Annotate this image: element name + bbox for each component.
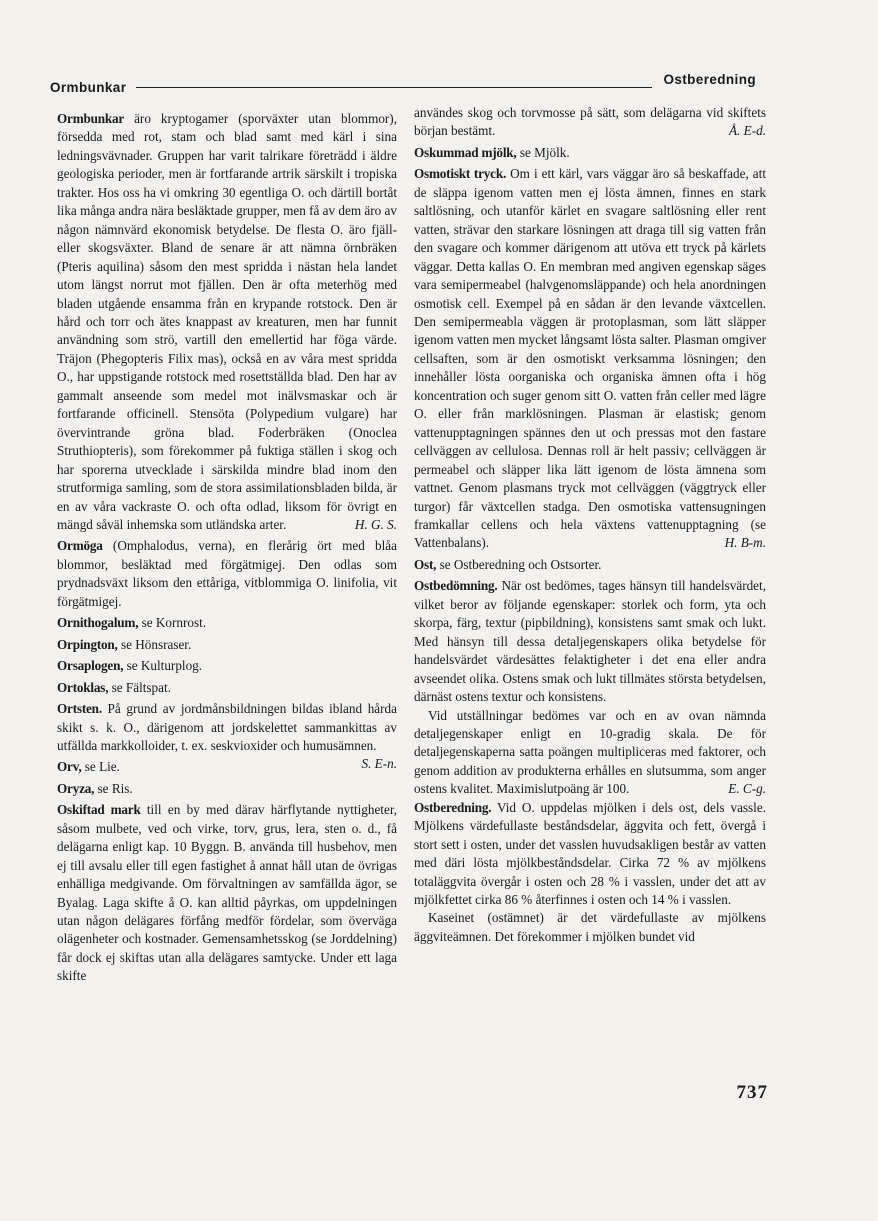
entry-text: se Ostberedning och Ostsorter. [436, 556, 602, 572]
entry [414, 556, 766, 574]
entry-text: till en by med därav härflytande nyttigheter, såsom mulbete, ved och virke, torv, grus, lera, sten o. d., få delägarna enligt kap. 10 Byggn. B. använda till husbehov, men ej till avsalu eller till egen fastighet å annat håll utan de övrigas enhälliga medgivande. Om förvaltningen av samfällda ägor, se Byalag. Laga skifte å O. kan alltid påyrkas, om uppdelningen utan någon delägares förfång medför fördelar, som överväga olägenheter och kostnader. Gemensamhetsskog (se Jorddelning) får dock ej skiftas utan alla delägares samtycke. Under ett laga skifte [57, 802, 397, 984]
entry-continuation [414, 104, 766, 141]
entry-text: se Mjölk. [516, 144, 570, 160]
entry-signature: H. G. S. [354, 516, 397, 532]
entry-text: äro kryptogamer (sporväxter utan blommor), försedda med rot, stam och blad samt med kärl i sina ledningsvävnader. Gruppen har varit talrikare företrädd i äldre geologiska perioder, men är fortfarande artrik särskilt i tropiska trakter. Hos oss ha vi omkring 30 egentliga O. och därtill bortåt lika många andra nära besläktade grupper, men få av dem äro av någon nämnvärd ekonomisk betydelse. De flesta O. äro fjäll- eller skogsväxter. Bland de senare är att nämna örnbräken (Pteris aquilina) såsom den mest spridda i nästan hela landet utom längst norrut mot fjällen. Den är ofta meterhög med bladen utgående ensamma från en krypande rotstock. Den är hård och torr och ätes knappast av kreaturen, men har funnit användning som strö, vartill den emellertid har föga värde. Träjon (Phegopteris Filix mas), också en av våra mest spridda O., har uppstigande rotstock med rosettställda blad. Den har av gammalt anseende som medel mot inälvsmaskar och är fortfarande officinell. Stensöta (Polypedium vulgare) har övervintrande gröna blad. Foderbräken (Onoclea Struthiopteris), som förekommer på fuktiga ställen i skog och har sporerna utvecklade i särskilda mindre blad inom den strutformiga samling, som de stora assimilationsbladen bilda, är en av våra vackraste O. och ofta odlad, liksom för övrigt en mängd såväl inhemska som utländska arter. [57, 111, 397, 532]
entry-headword: Ortsten. [57, 701, 102, 717]
entry-paragraph [414, 909, 766, 946]
entry-headword: Orpington, [57, 636, 118, 652]
entry-text: användes skog och torvmosse på sätt, som delägarna vid skiftets början bestämt. [414, 105, 766, 139]
entry-headword: Ost, [414, 556, 437, 572]
entry-headword: Ormbunkar [57, 111, 125, 126]
entry [57, 758, 397, 776]
entry-headword: Ornithogalum, [57, 615, 139, 631]
left-column [57, 110, 397, 989]
entry-text: Vid utställningar bedömes var och en av ovan nämnda detaljegenskaper enligt en 10-gradig skala. De för detaljegenskaperna satta poängen multipliceras med faktorer, och genom addition av produkterna erhålles en slutsumma, som anger ostens kvalitet. Maximislutpoäng är 100. [414, 707, 766, 797]
entry-text: Vid O. uppdelas mjölken i dels ost, dels vassle. Mjölkens värdefullaste beståndsdelar, äggvita och fett, övergå i stort sett i osten, under det vasslen huvudsakligen består av vatten med däri lösta mjölkbeståndsdelar. Cirka 72 % av mjölkens totaläggvita övergår i osten och 28 % i vasslen, under det att av mjölkfettet cirka 86 % återfinnes i osten och 14 % i vasslen. [414, 799, 766, 908]
entry [57, 110, 397, 534]
entry-headword: Oskummad mjölk, [414, 144, 517, 160]
entry [57, 537, 397, 611]
entry [57, 636, 397, 654]
entry-text: (Omphalodus, verna), en flerårig ört med blåa blommor, besläktad med förgätmigej. Den odlas som prydnadsväxt liksom den ettåriga, vitblommiga O. linifolia, vit förgätmigej. [57, 538, 397, 609]
entry-headword: Ostbedömning. [414, 578, 498, 594]
entry-signature: S. E-n. [361, 756, 397, 772]
entry [57, 614, 397, 632]
entry-text: Kaseinet (ostämnet) är det värdefullaste av mjölkens äggviteämnen. Det förekommer i mjölken bundet vid [414, 910, 766, 944]
entry-text: se Hönsraser. [117, 636, 192, 652]
entry-headword: Ormöga [57, 538, 103, 554]
entry-signature: H. B-m. [724, 535, 766, 551]
entry-text: se Kulturplog. [123, 658, 203, 674]
entry [414, 577, 766, 706]
entry-text: se Lie. [81, 759, 120, 775]
entry [414, 799, 766, 910]
entry-headword: Oskiftad mark [57, 802, 141, 818]
running-header [50, 72, 756, 96]
entry [57, 679, 397, 697]
entry [57, 780, 397, 798]
entry [414, 144, 766, 162]
page-number: 737 [736, 1082, 768, 1103]
entry-headword: Orsaplogen, [57, 658, 124, 674]
right-column [414, 104, 766, 946]
entry-text: se Kornrost. [138, 615, 207, 631]
entry-headword: Oryza, [57, 780, 95, 796]
entry-headword: Ostberedning. [414, 799, 492, 815]
entry-signature: Å. E-d. [729, 123, 766, 139]
entry-headword: Orv, [57, 759, 82, 775]
header-right-term: Ostberedning [663, 72, 756, 87]
header-left-term: Ormbunkar [50, 80, 127, 95]
entry-headword: Osmotiskt tryck. [414, 166, 507, 182]
entry [57, 801, 397, 986]
entry-signature: E. C-g. [728, 781, 766, 797]
entry-text: När ost bedömes, tages hänsyn till handelsvärdet, vilket beror av följande egenskaper: storlek och form, yta och skorpa, färg, textur (pipbildning), konsistens samt smak och lukt. Med hänsyn till dessa detaljegenskapers olika betydelse för handelsvärdet värdesättes felaktigheter i det ena eller andra avseendet olika. Ostens smak och lukt tillmätes största betydelsen, därnäst ostens textur och konsistens. [414, 578, 766, 705]
entry-text: På grund av jordmånsbildningen bildas ibland hårda skikt s. k. O., därigenom att jordskelettet sammankittas av utfällda markkolloider, t. ex. seskvioxider och humusämnen. [57, 701, 397, 753]
entry-paragraph [414, 707, 766, 799]
entry [414, 165, 766, 553]
entry-text: se Ris. [94, 780, 133, 796]
header-rule [136, 87, 652, 88]
entry-text: se Fältspat. [108, 679, 171, 695]
entry [57, 657, 397, 675]
entry-text: Om i ett kärl, vars väggar äro så beskaffade, att de släppa igenom vatten men ej lösta ämnen, finnes en stark saltlösning, och utanför kärlet en svagare saltlösning eller rent vatten, strävar den starkare lösningen att draga till sig vatten från den svagare och kommer därigenom att utöva ett tryck på kärlets väggar. Detta kallas O. En membran med angiven egenskap säges vara semipermeabel (halvgenomsläppande) och hela anordningen osmotisk cell. Exempel på en sådan är den levande växtcellen. Den semipermeabla väggen är protoplasman, som lätt släpper igenom vatten men mycket långsamt lösta salter. Plasman omgiver cellsaften, som är den osmotiskt verksamma lösningen; den innehåller lösta oorganiska och organiska ämnen ofta i hög koncentration och suger genom sitt O. vatten från celler med lägre O. eller från marklösningen. Plasman är elastisk; genom vattenupptagningen spännes den ut och pressas mot den fastare cellväggen av cellulosa. Dennas roll är helt passiv; cellväggen är permeabel och släpper lika lätt igenom de lösta ämnena som vattnet. Genom plasmans tryck mot cellväggen (väggtryck eller turgor) får växtcellen stadga. Den osmotiska vattensugningen framkallar cellens och hela växtens vattenupptagning (se Vattenbalans). [414, 166, 766, 551]
entry-headword: Ortoklas, [57, 679, 109, 695]
